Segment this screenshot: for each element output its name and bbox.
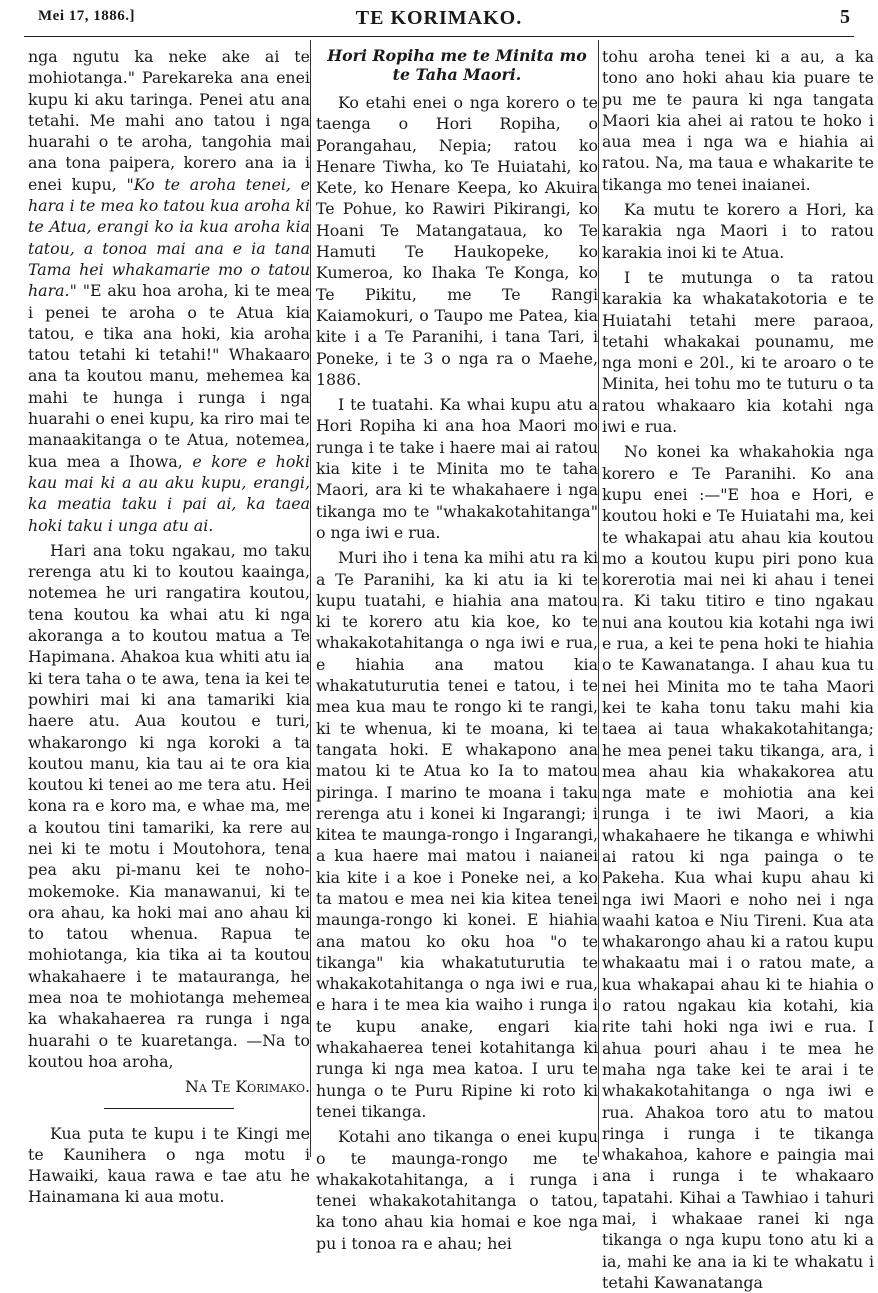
paragraph: Hari ana toku ngakau, mo taku rerenga atu ki to koutou kaainga, notemea he uri rangatira koutou, tena koutou ka whai atu ki nga akoranga a to koutou matua a Te Hapimana. Ahakoa kua whiti atu ia ki tera taha o te awa, tena ia kei te powhiri mai ki ana tamariki kia haere atu. Aua koutou e turi, whakarongo ki nga koroki a ta koutou manu, kia tau ai te ora kia koutou ki tenei ao me tera atu. Hei kona ra e koro ma, e whae ma, me a koutou tini tamariki, ka rere au nei ki te motu i Moutohora, tena pea aku pi-manu kei te noho-mokemoke. Kia manawanui, ki te ora ahau, ka hoki mai ano ahau ki to tatou whenua. Rapua te mohiotanga, kia tika ai ta koutou whakahaere i te matauranga, he mea noa te mohiotanga mehemea ka whakahaerea ra runga i nga huarahi o te kuaretanga. —Na to koutou hoa aroha,: [28, 540, 310, 1071]
paragraph: I te tuatahi. Ka whai kupu atu a Hori Ropiha ki ana hoa Maori mo runga i te take i haere mai ai ratou kia kite i te Minita mo te taha Maori, ara ki te whakahaere i nga tikanga mo te "whakakotahitanga" o nga iwi e rua.: [316, 395, 598, 542]
signature: Na Te Korimako.: [185, 1077, 310, 1097]
newspaper-title: TE KORIMAKO.: [355, 7, 523, 29]
column-3: [602, 46, 874, 1292]
paragraph: Kua puta te kupu i te Kingi me te Kaunihera o nga motu i Hawaiki, kaua rawa e tae atu he Hainamana ki aua motu.: [28, 1123, 310, 1207]
column-2: [316, 46, 598, 1253]
text-run: " "E aku hoa aroha, ki te mea i penei te aroha o te Atua kia tatou, e tika ana hoki, kia aroha tatou tetahi ki tetahi!" Whakaaro ana ta koutou manu, mehemea ka mahi te hunga i runga i nga huarahi o enei kupu, ka riro mai te manaakitanga o te Atua, notemea, kua mea a Ihowa,: [28, 281, 310, 471]
column-rule: [598, 40, 599, 1157]
issue-date: Mei 17, 1886.]: [38, 8, 135, 24]
paragraph: Ko etahi enei o nga korero o te taenga o Hori Ropiha, o Porangahau, Nepia; ratou ko Henare Tiwha, ko Te Huiatahi, ko Kete, ko Henare Keepa, ko Akuira Te Pohue, ko Rawiri Pikirangi, ko Hoani Te Matangataua, ko Te Hamuti Te Haukopeke, ko Kumeroa, ko Ihaka Te Konga, ko Te Pikitu, me Te Rangi Kaiamokuri, o Taupo me Patea, kia kite i a Te Paranihi, i tana Tari, i Poneke, i te 3 o nga ra o Maehe, 1886.: [316, 93, 598, 389]
paragraph: I te mutunga o ta ratou karakia ka whakatakotoria e te Huiatahi tetahi mere paraoa, tetahi whakakai pounamu, me nga moni e 20l., ki te aroaro o te Minita, hei tohu mo te tuturu o ta ratou whakaaro kia kotahi nga iwi e rua.: [602, 267, 874, 437]
column-1: [28, 46, 310, 1207]
paragraph: Kotahi ano tikanga o enei kupu o te maunga-rongo me te whakakotahitanga, a i runga i tenei whakakotahitanga o tatou, ka tono ahau kia homai e koe nga pu i tonoa ra e ahau; hei: [316, 1127, 598, 1253]
paragraph: Muri iho i tena ka mihi atu ra ki a Te Paranihi, ka ki atu ia ki te kupu tuatahi, e hiahia ana matou ki te korero atu kia koe, ko te whakakotahitanga o nga iwi e rua, e hiahia ana matou kia whakatuturutia tenei e tatou, i te mea kua mau te rongo ki te rangi, ki te whenua, ki te moana, ki te tangata hoki. E whakapono ana matou ki te Atua ko Ia to matou piringa. I marino te moana i taku rerenga atu i konei ki Ingarangi; i kitea te maunga-rongo i Ingarangi, a kua haere mai matou i naianei kia kite i a koe i Poneke nei, a ko ta matou e mea nei kia kitea tenei maunga-rongo ki konei. E hiahia ana matou ko oku hoa "o te tikanga" kia whakatuturutia te whakakotahitanga o nga iwi e rua, e hara i te mea kia waiho i runga i te kupu anake, engari kia whakahaerea tenei kotahitanga ki runga ki nga mea katoa. I uru te hunga o te Puru Ripine ki roto ki tenei tikanga.: [316, 548, 598, 1121]
italic-quote: e kore e hoki kau mai ki a au aku kupu, erangi, ka meatia taku i pai ai, ka taea hoki taku i unga atu ai.: [28, 451, 310, 535]
article-title: Hori Ropiha me te Minita mo te Taha Maori.: [327, 46, 587, 84]
paragraph: Ka mutu te korero a Hori, ka karakia nga Maori i to ratou karakia inoi ki te Atua.: [602, 200, 874, 262]
page-number: 5: [840, 6, 850, 28]
page-header: [24, 4, 854, 37]
italic-quote: Ko te aroha tenei, e hara i te mea ko tatou kua aroha ki te Atua, erangi ko ia kua aroha kia tatou, a tonoa mai ana e ia tana Tama hei whakamarie mo o tatou hara.: [28, 174, 310, 301]
paragraph: No konei ka whakahokia nga korero e Te Paranihi. Ko ana kupu enei :—"E hoa e Hori, e koutou hoki e Te Huiatahi ma, kei te whakapai atu ahau kia koutou mo a koutou kupu piri pono kua korerotia mai nei ki ahau i tenei ra. Ki taku titiro e tino ngakau nui ana koutou kia kotahi nga iwi e rua, a kei te pena hoki te hiahia o te Kawanatanga. I ahau kua tu nei hei Minita mo te taha Maori kei te kaha tonu taku mahi kia taea ai taua whakakotahitanga; he mea penei taku tikanga, ara, i mea ahau kia whakakorea atu nga mate e mohiotia ana kei runga i te iwi Maori, a kia whakahaere he tikanga e whiwhi ai ratou ki nga painga o te Pakeha. Kua whai kupu ahau ki nga iwi Maori e noho nei i nga waahi katoa e Niu Tireni. Kua ata whakarongo ahau ki a ratou kupu whakaatu mai i o ratou mate, a kua whakapai ahau ki te hiahia o o ratou ngakau kia kotahi, kia rite tahi hoki nga iwi e rua. I ahua pouri ahau i te mea he maha nga take kei te arai i te whakakotahitanga o nga iwi e rua. Ahakoa toro atu to matou ringa i runga i te tikanga whakahoa, kahore e paingia mai ana i runga i te whakaaro tapatahi. Kihai a Tawhiao i tahuri mai, i whakaae ranei ki nga tikanga o nga kupu tono atu ki a ia, mahi ke ana ia ki te whakatu i tetahi Kawanatanga: [602, 442, 874, 1292]
section-divider: [104, 1108, 234, 1109]
text-run: nga ngutu ka neke ake ai te mohiotanga." Parekareka ana enei kupu ki aku taringa. Penei atu ana tetahi. Me mahi ano tatou i nga huarahi o te aroha, tangohia mai ana tona paipera, korero ana ia i enei kupu, ": [28, 47, 310, 194]
column-rule: [310, 40, 311, 1157]
paragraph: [28, 46, 310, 536]
paragraph: tohu aroha tenei ki a au, a ka tono ano hoki ahau kia puare te pu me te paura ki nga tangata Maori kia ahei ai ratou te hoko i aua mea i nga wa e hiahia ai ratou. Na, ma taua e whakarite te tikanga mo tenei inaianei.: [602, 47, 874, 194]
